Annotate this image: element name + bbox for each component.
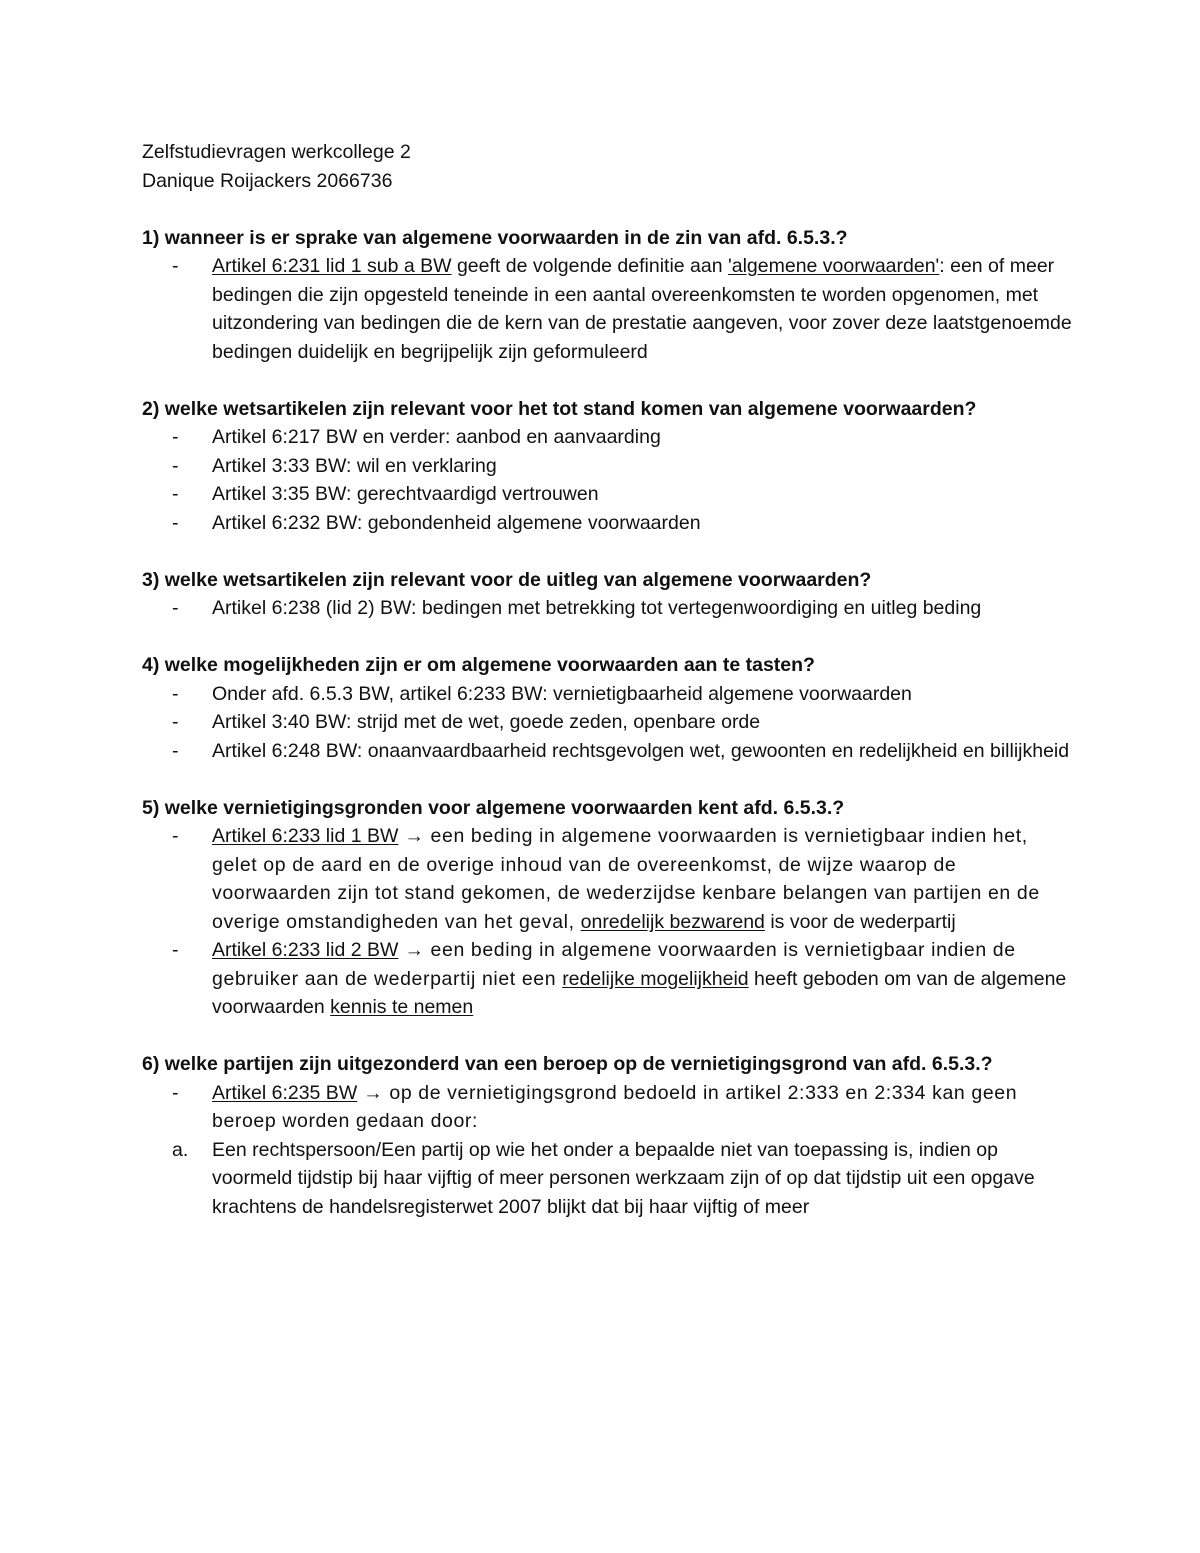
- list-item-text: Artikel 3:35 BW: gerechtvaardigd vertrouwen: [212, 483, 599, 505]
- bullet-marker: -: [172, 682, 179, 705]
- list-item-text: Artikel 6:248 BW: onaanvaardbaarheid rechtsgevolgen wet, gewoonten en redelijkheid en billijkheid: [212, 739, 1070, 762]
- author-line: Danique Roijackers 2066736: [142, 169, 393, 192]
- list-item: [142, 708, 1072, 737]
- bullet-marker: -: [172, 939, 179, 961]
- defined-term: kennis te nemen: [330, 996, 474, 1018]
- list-item: [142, 480, 1072, 509]
- list-item: [142, 936, 1072, 1022]
- question-4: 4) welke mogelijkheden zijn er om algemene voorwaarden aan te tasten?: [142, 654, 815, 676]
- document-title: Zelfstudievragen werkcollege 2: [142, 141, 411, 163]
- law-reference: Artikel 6:235 BW: [212, 1081, 358, 1104]
- question-6: 6) welke partijen zijn uitgezonderd van een beroep op de vernietigingsgrond van afd. 6.5.3.?: [142, 1053, 993, 1075]
- list-item-text: Artikel 6:233 lid 1 BW → een beding in algemene voorwaarden is vernietigbaar indien het, gelet op de aard en de overige inhoud van de overeenkomst, de wijze waarop de voorwaarden zijn tot stand gekomen, de wederzijdse kenbare belangen van partijen en de overige omstandigheden van het geval, onredelijk bezwarend is voor de wederpartij: [212, 825, 1040, 933]
- defined-term: redelijke mogelijkheid: [562, 967, 749, 990]
- list-item-text: Artikel 3:33 BW: wil en verklaring: [212, 454, 497, 477]
- bullet-marker: -: [172, 454, 179, 477]
- list-item-text: Artikel 6:232 BW: gebondenheid algemene voorwaarden: [212, 511, 701, 534]
- bullet-marker: -: [172, 711, 179, 733]
- list-item: [142, 680, 1072, 709]
- list-item-text: Artikel 6:238 (lid 2) BW: bedingen met betrekking tot vertegenwoordiging en uitleg beding: [212, 597, 982, 619]
- list-item-text: Artikel 6:233 lid 2 BW → een beding in algemene voorwaarden is vernietigbaar indien de gebruiker aan de wederpartij niet een redelijke mogelijkheid heeft geboden om van de algemene voorwaarden kennis te nemen: [212, 939, 1067, 1018]
- sub-list-item: [142, 1136, 1072, 1222]
- list-item: [142, 737, 1072, 766]
- bullet-marker: -: [172, 597, 179, 619]
- bullet-marker: -: [172, 511, 179, 534]
- question-5: 5) welke vernietigingsgronden voor algemene voorwaarden kent afd. 6.5.3.?: [142, 796, 845, 819]
- list-item-text: Artikel 6:217 BW en verder: aanbod en aanvaarding: [212, 426, 661, 448]
- law-reference: Artikel 6:233 lid 2 BW: [212, 939, 399, 961]
- list-item-text: Onder afd. 6.5.3 BW, artikel 6:233 BW: vernietigbaarheid algemene voorwaarden: [212, 682, 912, 705]
- bullet-marker: -: [172, 255, 179, 277]
- list-item: [142, 1079, 1072, 1136]
- defined-term: 'algemene voorwaarden': [728, 255, 940, 277]
- law-reference: Artikel 6:231 lid 1 sub a BW: [212, 255, 452, 277]
- bullet-marker: -: [172, 483, 179, 505]
- sub-list-marker: a.: [172, 1138, 189, 1161]
- question-2: 2) welke wetsartikelen zijn relevant voor het tot stand komen van algemene voorwaarden?: [142, 397, 977, 420]
- bullet-marker: -: [172, 825, 179, 847]
- question-1: 1) wanneer is er sprake van algemene voorwaarden in de zin van afd. 6.5.3.?: [142, 226, 848, 249]
- list-item-text: Een rechtspersoon/Een partij op wie het onder a bepaalde niet van toepassing is, indien op voormeld tijdstip bij haar vijftig of meer personen werkzaam zijn of op dat tijdstip uit een opgave krachtens de handelsregisterwet 2007 blijkt dat bij haar vijftig of meer: [212, 1138, 1035, 1218]
- bullet-marker: -: [172, 739, 179, 762]
- list-item: [142, 822, 1072, 936]
- list-item: [142, 509, 1072, 538]
- list-item: [142, 452, 1072, 481]
- list-item: [142, 423, 1072, 452]
- question-3: 3) welke wetsartikelen zijn relevant voor de uitleg van algemene voorwaarden?: [142, 568, 872, 591]
- list-item-text: Artikel 3:40 BW: strijd met de wet, goede zeden, openbare orde: [212, 711, 761, 733]
- law-reference: Artikel 6:233 lid 1 BW: [212, 825, 399, 847]
- list-item-text: Artikel 6:235 BW → op de vernietigingsgrond bedoeld in artikel 2:333 en 2:334 kan geen beroep worden gedaan door:: [212, 1081, 1018, 1132]
- bullet-marker: -: [172, 1081, 179, 1104]
- defined-term: onredelijk bezwarend: [580, 910, 765, 933]
- list-item: [142, 252, 1072, 366]
- bullet-marker: -: [172, 426, 179, 448]
- document-page: [142, 138, 1072, 1221]
- list-item-text: Artikel 6:231 lid 1 sub a BW geeft de volgende definitie aan 'algemene voorwaarden': een of meer bedingen die zijn opgesteld teneinde in een aantal overeenkomsten te worden opgenomen, met uitzondering van bedingen die de kern van de prestatie aangeven, voor zover deze laatstgenoemde bedingen duidelijk en begrijpelijk zijn geformuleerd: [212, 255, 1072, 363]
- list-item: [142, 594, 1072, 623]
